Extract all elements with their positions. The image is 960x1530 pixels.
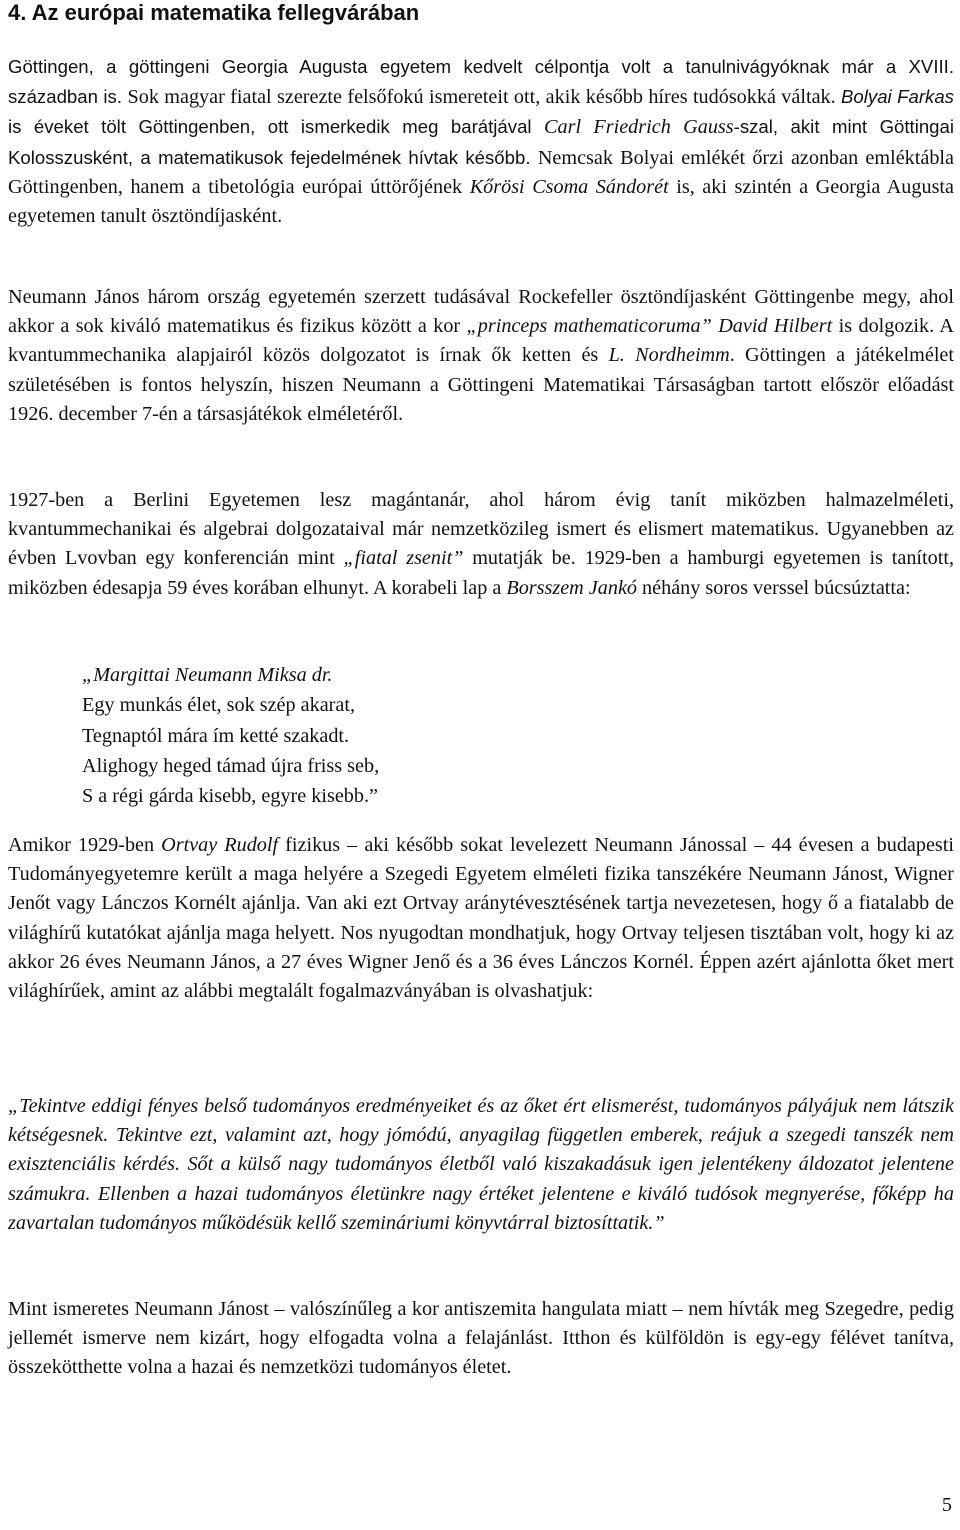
- person-name: Kőrösi Csoma Sándorét: [469, 175, 669, 198]
- paragraph-gottingen: [8, 52, 954, 231]
- paragraph-ortvay: [8, 831, 954, 1006]
- text-span: Göttingen, a göttingeni Georgia Augusta egyetem kedvelt célpontja volt a tanulnivágyóknak már a XVIII. században is.: [8, 56, 954, 108]
- text-span: Sok magyar fiatal szerezte felsőfokú ismereteit ott, akik később híres tudósokká váltak.: [127, 86, 842, 109]
- poem-line: Tegnaptól mára ím ketté szakadt.: [82, 724, 350, 747]
- person-name: Carl Friedrich Gauss: [544, 116, 734, 139]
- person-name: David Hilbert: [718, 315, 833, 338]
- text-span: is éveket tölt Göttingenben, ott ismerkedik meg barátjával: [8, 116, 545, 138]
- person-name: Bolyai Farkas: [841, 86, 954, 108]
- text-span: Neumann János három ország egyetemén szerzett tudásával Rockefeller ösztöndíjasként Göttingenbe megy, ahol akkor a sok kiváló matematikus és fizikus között a kor: [8, 286, 954, 338]
- text-span: Itthon és külföldön is egy-egy félévet tanítva, összekötthette volna a hazai és nemzetközi tudományos életet.: [8, 1327, 954, 1379]
- paragraph-neumann-gottingen: [8, 283, 954, 429]
- page-number: 5: [941, 1494, 952, 1516]
- person-name: L. Nordheimm: [608, 344, 730, 367]
- text-span: Amikor 1929-ben: [8, 834, 162, 856]
- text-span: fizikus – aki később sokat levelezett Neumann Jánossal – 44 évesen a budapesti Tudományegyetemre került a maga helyére a Szegedi Egyetem elméleti fizika tanszékére Neumann Jánost, Wigner Jenőt vagy Lánczos Kornélt ajánlja. Van aki ezt Ortvay aránytévesztésének tartja nevezetesen, hogy ő a fiatalabb de világhírű kutatókat ajánlja maga helyett. Nos nyugodtan mondhatjuk, hogy Ortvay teljesen tisztában volt, hogy ki az akkor 26 éves Neumann János, a 27 éves Wigner Jenő és a 36 éves Lánczos Kornél. Éppen azért ajánlotta őket mert világhírűek, amint az alábbi megtalált fogalmazványában is olvashatjuk:: [8, 834, 955, 1003]
- text-span: is, aki szintén a Georgia Augusta egyetemen tanult ösztöndíjasként.: [8, 175, 955, 228]
- text-span: is dolgozik. A kvantummechanika alapjairól közös dolgozatot is írnak ők ketten és: [8, 315, 955, 367]
- poem-block: [82, 660, 379, 811]
- person-name: Ortvay Rudolf: [161, 834, 279, 856]
- poem-line: „Margittai Neumann Miksa dr.: [82, 664, 333, 686]
- publication-name: Borsszem Jankó: [506, 576, 637, 599]
- text-span: Nemcsak Bolyai emlékét őrzi azonban emléktábla Göttingenben, hanem a tibetológia európai úttörőjének: [8, 146, 954, 198]
- text-span: . Göttingen a játékelmélet születésében is fontos helyszín, hiszen Neumann a Göttingeni Matematikai Társaságban tartott először előadást 1926. december 7-én a társasjátékok elméletéről.: [8, 344, 954, 425]
- section-heading: 4. Az európai matematika fellegvárában: [8, 0, 420, 25]
- poem-line: Alighogy heged támad újra friss seb,: [82, 754, 380, 777]
- poem-line: S a régi gárda kisebb, egyre kisebb.”: [82, 785, 378, 808]
- poem-line: Egy munkás élet, sok szép akarat,: [82, 694, 356, 717]
- text-span: néhány soros verssel búcsúztatta:: [637, 576, 911, 599]
- text-span: Mint ismeretes Neumann Jánost – valószínűleg a kor antiszemita hangulata miatt – nem hívták meg Szegedre, pedig jellemét ismerve nem kizárt, hogy elfogadta volna a felajánlást.: [8, 1298, 954, 1350]
- paragraph-quotation: „Tekintve eddigi fényes belső tudományos eredményeiket és az őket ért elismerést, tudományos pályájuk nem látszik kétségesnek. Tekintve ezt, valamint azt, hogy jómódú, anyagilag független emberek, reájuk a szegedi tanszék nem exisztenciális kérdés. Sőt a külső nagy tudományos életből való kiszakadásuk igen jelentékeny áldozatot jelentene számukra. Ellenben a hazai tudományos életünkre nagy értéket jelentene e kiváló tudósok megnyerése, főképp ha zavartalan tudományos működésük kellő szemináriumi könyvtárral biztosíttatik.”: [8, 1095, 954, 1234]
- text-span: 1927-ben a Berlini Egyetemen lesz magántanár, ahol három évig tanít miközben halmazelméleti, kvantummechanikai és algebrai dolgozataival már nemzetközileg ismert és elismert matematikus. Ugyanebben az évben Lvovban egy konferencián mint: [8, 489, 954, 570]
- quote-span: „princeps mathematicoruma”: [466, 315, 712, 338]
- quote-span: „fiatal zsenit”: [343, 547, 464, 570]
- text-span: mutatják be. 1929-ben a hamburgi egyetemen is tanított, miközben édesapja 59 éves korában elhunyt. A korabeli lap a: [8, 547, 954, 599]
- paragraph-berlin: [8, 486, 954, 603]
- paragraph-szeged: [8, 1295, 954, 1383]
- text-span: -szal, akit mint Göttingai Kolosszusként, a matematikusok fejedelmének hívtak később.: [8, 116, 954, 168]
